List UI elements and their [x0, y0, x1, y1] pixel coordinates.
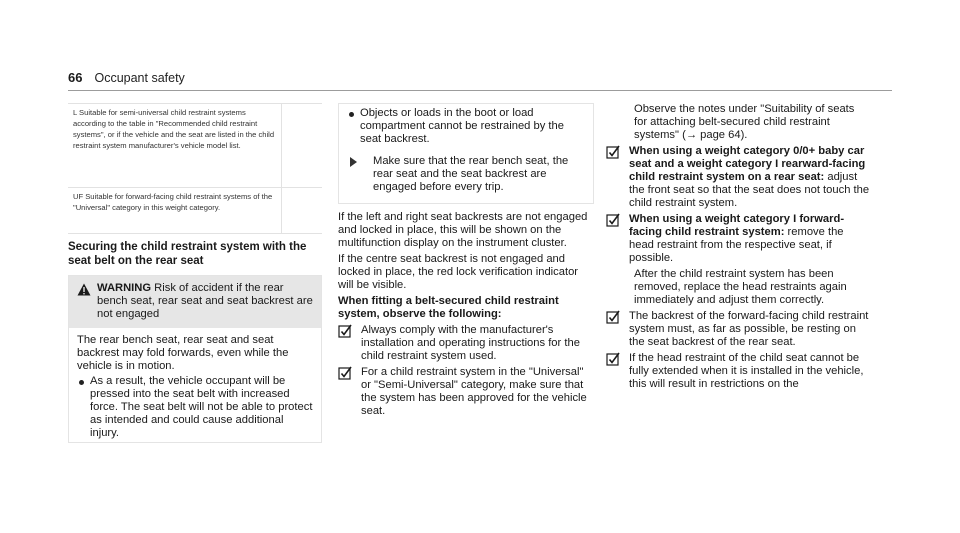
warning-continuation-box: [338, 103, 594, 204]
left-column: [68, 240, 322, 268]
section-title: Occupant safety: [94, 71, 185, 85]
table-cell: [282, 188, 322, 233]
warning-header: [69, 276, 321, 328]
page-number: 66: [68, 70, 83, 85]
table-row: [68, 188, 322, 233]
table-cell: L Suitable for semi-universal child restraint systems according to the table in "Recommended child restraint systems", or if the vehicle and the seat are listed in the child restraint system manufacturer's vehicle model list.: [68, 104, 282, 187]
checkbox-checked-icon: [606, 213, 620, 227]
checkbox-checked-icon: [606, 352, 620, 366]
warning-paragraph: The rear bench seat, rear seat and seat backrest may fold forwards, even while the vehicle is in motion.: [77, 334, 289, 372]
checklist-text: The backrest of the forward-facing child restraint system must, as far as possible, be resting on the seat backrest of the rear seat.: [629, 310, 869, 348]
suitability-table: [68, 103, 322, 234]
checkbox-checked-icon: [338, 324, 352, 338]
paragraph: After the child restraint system has been removed, replace the head restraints again immediately and adjust them correctly.: [634, 268, 847, 306]
checklist-item: [606, 310, 870, 349]
bullet-icon: [349, 112, 354, 117]
paragraph: Observe the notes under "Suitability of seats for attaching belt-secured child restraint systems" (→ page 64).: [634, 103, 855, 141]
checklist-item: [606, 352, 870, 391]
checklist-text: [629, 213, 870, 265]
checklist-item: [606, 213, 870, 265]
checklist-item: [338, 324, 594, 363]
bullet-text: As a result, the vehicle occupant will be pressed into the seat belt with increased force. The seat belt will not be able to protect as intended and could cause additional injury.: [90, 375, 313, 439]
warning-title: [97, 282, 313, 321]
checklist-item: [338, 366, 594, 418]
checklist-normal: remove the head restraint from the respective seat, if possible.: [629, 226, 844, 264]
checklist-text: If the head restraint of the child seat cannot be fully extended when it is installed in the vehicle, this will result in restrictions on the: [629, 352, 864, 390]
checklist-text: For a child restraint system in the "Universal" or "Semi-Universal" category, make sure that the system has been approved for the vehicle seat.: [361, 366, 587, 417]
warning-headline: Risk of accident if the rear bench seat, rear seat and seat backrest are not engaged: [97, 282, 313, 320]
checklist-bold: When using a weight category 0/0+ baby car seat and a weight category I rearward-facing child restraint system on a rear seat:: [629, 145, 866, 183]
checkbox-checked-icon: [606, 310, 620, 324]
subsection-heading: [68, 240, 322, 268]
table-cell: [282, 104, 322, 187]
bullet-icon: [79, 380, 84, 385]
header-divider: [68, 90, 892, 91]
checklist-text: Always comply with the manufacturer's installation and operating instructions for the child restraint system used.: [361, 324, 580, 362]
page-header: [68, 70, 185, 85]
heading-line: seat belt on the rear seat: [68, 255, 204, 267]
paragraph: If the left and right seat backrests are not engaged and locked in place, this will be shown on the multifunction display on the instrument cluster.: [338, 211, 588, 249]
warning-triangle-icon: [77, 283, 91, 296]
middle-column: [338, 211, 594, 418]
checkbox-checked-icon: [338, 366, 352, 380]
right-column: [606, 103, 870, 391]
heading-line: Securing the child restraint system with the: [68, 241, 307, 253]
checklist-bold: When using a weight category I forward-facing child restraint system:: [629, 213, 845, 238]
action-step: [347, 155, 585, 194]
paragraph: If the centre seat backrest is not engaged and locked in place, the red lock verification indicator will be visible.: [338, 253, 579, 291]
checklist-normal: adjust the front seat so that the seat does not touch the child restraint system.: [629, 171, 870, 209]
bullet-text: Objects or loads in the boot or load compartment cannot be restrained by the seat backrest.: [360, 107, 564, 145]
warning-body: [69, 328, 321, 444]
warning-box: [68, 275, 322, 443]
checkbox-checked-icon: [606, 145, 620, 159]
list-item: [347, 107, 585, 146]
checklist-text: [629, 145, 870, 210]
warning-label: WARNING: [97, 282, 152, 294]
table-row: [68, 104, 322, 188]
list-item: [77, 375, 313, 440]
arrow-right-icon: [350, 157, 364, 167]
checklist-item: [606, 145, 870, 210]
bold-heading: When fitting a belt-secured child restraint system, observe the following:: [338, 295, 559, 320]
table-cell: UF Suitable for forward-facing child restraint systems of the "Universal" category in this weight category.: [68, 188, 282, 233]
action-text: Make sure that the rear bench seat, the rear seat and the seat backrest are engaged before every trip.: [373, 155, 569, 193]
